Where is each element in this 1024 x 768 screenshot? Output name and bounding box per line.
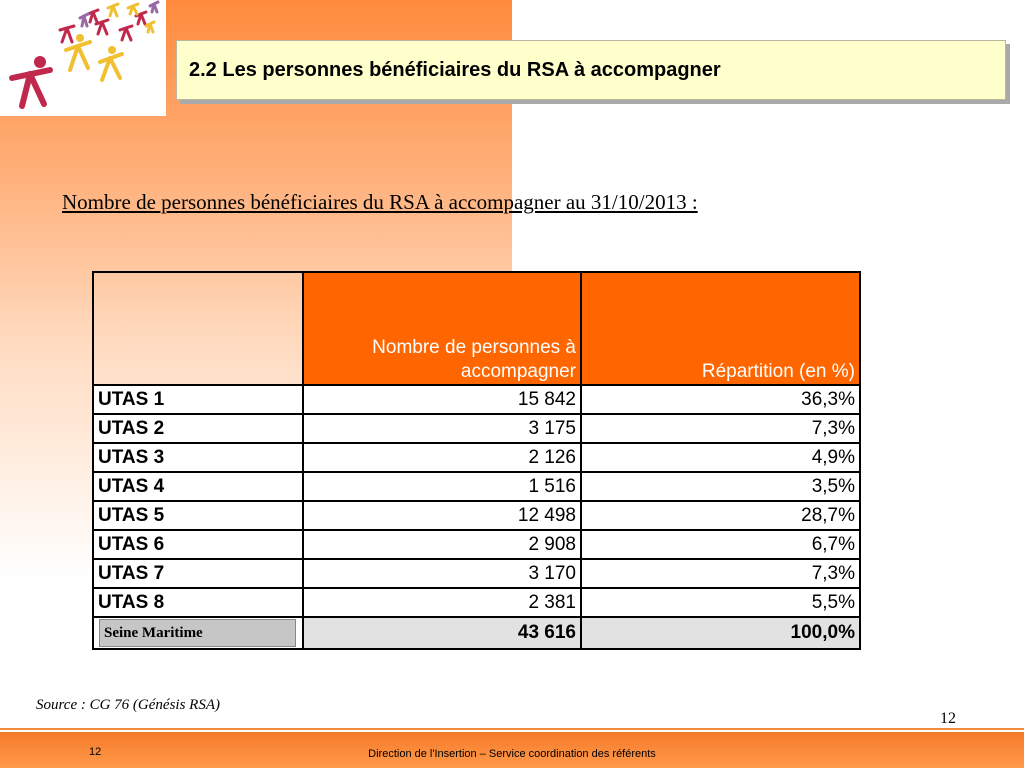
row-share: 7,3% [581,559,860,588]
row-share: 6,7% [581,530,860,559]
row-count: 3 170 [303,559,581,588]
row-count: 15 842 [303,385,581,414]
blank-header-cell [93,272,303,385]
row-share: 28,7% [581,501,860,530]
total-row [93,617,860,649]
row-count: 2 381 [303,588,581,617]
page-number: 12 [940,710,956,727]
table-row [93,414,860,443]
row-label: UTAS 6 [93,530,303,559]
total-label: Seine Maritime [99,619,296,647]
subtitle: Nombre de personnes bénéficiaires du RSA à accompagner au 31/10/2013 : [62,190,698,214]
table-row [93,530,860,559]
row-share: 5,5% [581,588,860,617]
data-table [92,271,861,650]
footer-rule [0,728,1024,730]
table-row [93,443,860,472]
logo [0,0,166,116]
table-row [93,385,860,414]
row-count: 2 908 [303,530,581,559]
title-box [176,40,1006,100]
row-label: UTAS 2 [93,414,303,443]
row-count: 3 175 [303,414,581,443]
row-label: UTAS 1 [93,385,303,414]
source-note: Source : CG 76 (Génésis RSA) [36,697,220,713]
table-row [93,472,860,501]
total-count: 43 616 [303,617,581,649]
table-row [93,559,860,588]
row-share: 3,5% [581,472,860,501]
row-label: UTAS 7 [93,559,303,588]
row-label: UTAS 3 [93,443,303,472]
total-share: 100,0% [581,617,860,649]
footer-page-number: 12 [89,746,102,758]
footer-text: Direction de l'Insertion – Service coordination des référents [368,748,656,760]
row-share: 7,3% [581,414,860,443]
row-count: 12 498 [303,501,581,530]
table-row [93,501,860,530]
row-label: UTAS 8 [93,588,303,617]
row-share: 36,3% [581,385,860,414]
slide-title: 2.2 Les personnes bénéficiaires du RSA à accompagner [189,58,721,81]
logo-people-icon [0,0,166,116]
column-header-share: Répartition (en %) [581,272,860,385]
row-label: UTAS 5 [93,501,303,530]
column-header-count: Nombre de personnes à accompagner [303,272,581,385]
row-count: 2 126 [303,443,581,472]
total-label-cell [93,617,303,649]
row-label: UTAS 4 [93,472,303,501]
row-share: 4,9% [581,443,860,472]
table-row [93,588,860,617]
header-row [93,272,860,385]
row-count: 1 516 [303,472,581,501]
